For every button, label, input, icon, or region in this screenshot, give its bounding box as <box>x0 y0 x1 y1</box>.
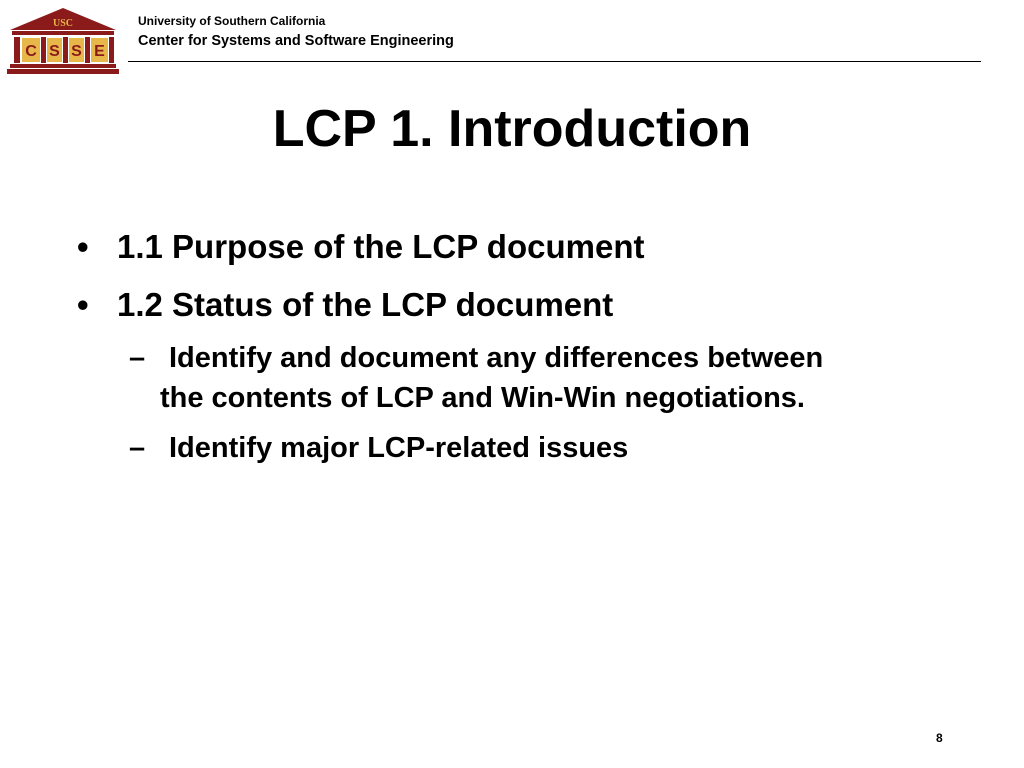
sub-bullet-continuation: the contents of LCP and Win-Win negotiations. <box>160 382 805 414</box>
logo-letter-c: C <box>25 43 37 60</box>
header-divider <box>128 61 981 62</box>
logo-step-1 <box>10 64 116 68</box>
logo-column-1 <box>14 37 20 63</box>
logo-usc-text: USC <box>52 18 74 29</box>
logo-letter-s1: S <box>49 43 60 60</box>
csse-logo <box>6 6 120 76</box>
university-name: University of Southern California <box>138 14 326 28</box>
logo-column-2 <box>41 37 46 63</box>
center-name: Center for Systems and Software Engineering <box>138 33 454 49</box>
logo-column-4 <box>85 37 90 63</box>
logo-column-5 <box>109 37 114 63</box>
bullet-marker: • <box>77 228 89 265</box>
sub-bullet-text: Identify and document any differences between <box>169 342 824 374</box>
sub-bullet-marker: – <box>129 432 146 464</box>
logo-letter-e: E <box>94 43 105 60</box>
bullet-marker: • <box>77 286 89 323</box>
logo-letter-s2: S <box>71 43 82 60</box>
logo-beam <box>12 31 114 35</box>
page-number: 8 <box>936 731 943 745</box>
sub-bullet-text: Identify major LCP-related issues <box>169 432 629 464</box>
logo-step-2 <box>7 69 119 74</box>
bullet-text: 1.1 Purpose of the LCP document <box>117 228 645 265</box>
logo-column-3 <box>63 37 68 63</box>
bullet-text: 1.2 Status of the LCP document <box>117 286 614 323</box>
slide-title: LCP 1. Introduction <box>272 100 752 158</box>
sub-bullet-marker: – <box>129 342 146 374</box>
